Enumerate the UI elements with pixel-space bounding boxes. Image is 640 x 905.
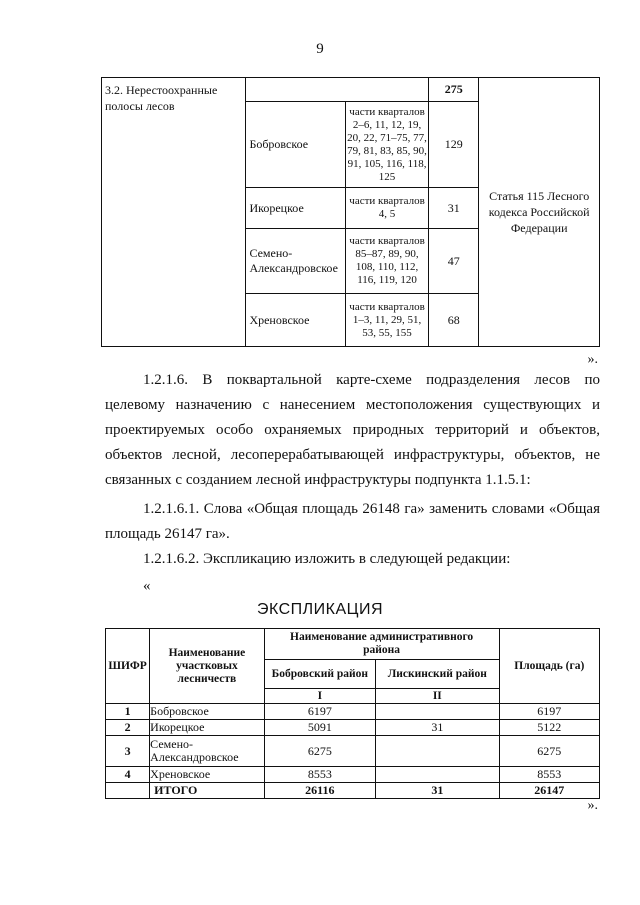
row-district-2	[376, 767, 500, 783]
explication-close-quote: ».	[587, 798, 598, 813]
table-close-quote: ».	[587, 352, 598, 367]
row-district-2: 31	[376, 720, 500, 736]
forestry-area: 47	[429, 229, 479, 294]
row-code: 2	[106, 720, 150, 736]
forestry-area: 68	[429, 294, 479, 347]
row-district-1: 5091	[264, 720, 375, 736]
paragraph-1-2-1-6-2: 1.2.1.6.2. Экспликацию изложить в следующей редакции:	[143, 551, 511, 567]
explication-table	[105, 628, 600, 799]
row-name: Хреновское	[150, 767, 264, 783]
total-district-2: 31	[376, 783, 500, 799]
row-code: 3	[106, 736, 150, 767]
total-area: 26147	[499, 783, 599, 799]
quarter-parts: части кварталов 2–6, 11, 12, 19, 20, 22, 71–75, 77, 79, 81, 83, 85, 90, 91, 105, 116, 118, 125	[346, 102, 429, 188]
header-district-1-num: I	[264, 689, 375, 704]
total-district-1: 26116	[264, 783, 375, 799]
row-district-1: 6197	[264, 704, 375, 720]
forestry-name: Бобровское	[246, 102, 346, 188]
row-code: 1	[106, 704, 150, 720]
row-district-2	[376, 736, 500, 767]
row-code: 4	[106, 767, 150, 783]
explication-title: ЭКСПЛИКАЦИЯ	[256, 601, 384, 618]
page-number: 9	[316, 41, 324, 57]
row-name: Бобровское	[150, 704, 264, 720]
header-area: Площадь (га)	[499, 629, 599, 704]
row-name: Семено-Александровское	[150, 736, 264, 767]
total-code-blank	[106, 783, 150, 799]
header-name: Наименование участковых лесничеств	[150, 629, 264, 704]
section-blank-cell	[246, 78, 429, 102]
section-total: 275	[429, 78, 479, 102]
row-district-1: 6275	[264, 736, 375, 767]
row-area: 6275	[499, 736, 599, 767]
forestry-area: 31	[429, 188, 479, 229]
row-name: Икорецкое	[150, 720, 264, 736]
row-area: 5122	[499, 720, 599, 736]
row-district-1: 8553	[264, 767, 375, 783]
row-area: 6197	[499, 704, 599, 720]
forestry-name: Хреновское	[246, 294, 346, 347]
forestry-area: 129	[429, 102, 479, 188]
header-district-group: Наименование административного района	[264, 629, 499, 660]
row-district-2	[376, 704, 500, 720]
quarter-parts: части кварталов 1–3, 11, 29, 51, 53, 55, 155	[346, 294, 429, 347]
forestry-name: Семено-Александровское	[246, 229, 346, 294]
header-code: ШИФР	[106, 629, 150, 704]
header-district-1: Бобровский район	[264, 660, 375, 689]
header-district-2: Лискинский район	[376, 660, 500, 689]
open-quote: «	[143, 578, 151, 594]
law-article: Статья 115 Лесного кодекса Российской Федерации	[479, 78, 600, 347]
quarter-parts: части кварталов 4, 5	[346, 188, 429, 229]
forest-zones-table	[101, 77, 600, 347]
row-area: 8553	[499, 767, 599, 783]
paragraph-1-2-1-6: 1.2.1.6. В поквартальной карте-схеме подразделения лесов по целевому назначению с нанесением местоположения существующих и проектируемых особо охраняемых природных территорий и объектов, объектов лесной, лесоперерабатывающей инфраструктуры, объектов, не связанных с созданием лесной инфраструктуры подпункта 1.1.5.1:	[105, 372, 600, 488]
quarter-parts: части кварталов 85–87, 89, 90, 108, 110, 112, 116, 119, 120	[346, 229, 429, 294]
header-district-2-num: II	[376, 689, 500, 704]
section-cell: 3.2. Нерестоохранные полосы лесов	[102, 78, 246, 347]
forestry-name: Икорецкое	[246, 188, 346, 229]
paragraph-1-2-1-6-1: 1.2.1.6.1. Слова «Общая площадь 26148 га» заменить словами «Общая площадь 26147 га».	[105, 501, 600, 542]
total-label: ИТОГО	[150, 783, 264, 799]
